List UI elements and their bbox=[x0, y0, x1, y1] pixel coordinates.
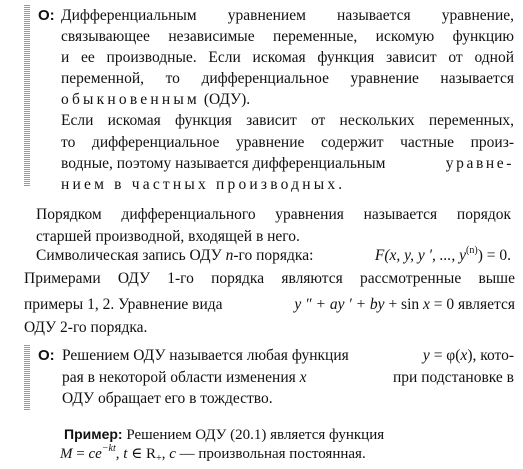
math-sub: + bbox=[156, 453, 162, 464]
text-line: Дифференциальным уравнением называется уравнение, bbox=[61, 7, 514, 24]
text-line: и ее производные. Если искомая функция зависит от одной bbox=[61, 49, 514, 67]
math-var: e bbox=[95, 446, 102, 462]
text-fragment: ), кото- bbox=[467, 347, 514, 364]
text-fragment: = bbox=[72, 446, 89, 462]
math-var: y bbox=[422, 347, 430, 364]
text-fragment: (ОДУ). bbox=[203, 91, 251, 109]
definition-box-solution bbox=[24, 345, 514, 411]
definition-text bbox=[62, 345, 514, 410]
text-line bbox=[64, 425, 513, 445]
text-fragment: + sin bbox=[384, 296, 424, 313]
text-line: старшей производной, входящей в него. bbox=[36, 228, 300, 245]
definition-text bbox=[61, 5, 514, 195]
text-line: то дифференциальное уравнение содержит частные произ- bbox=[61, 133, 514, 151]
math-var: x bbox=[423, 296, 430, 313]
text-fragment: водные, поэтому называется дифференциальным bbox=[61, 154, 386, 172]
text-fragment: Решением ОДУ (20.1) является функция bbox=[122, 427, 385, 443]
definition-side-bar bbox=[24, 5, 30, 187]
text-fragment: при подстановке в bbox=[392, 368, 514, 386]
text-line bbox=[62, 345, 514, 367]
math-sup: (n) bbox=[466, 245, 478, 256]
formula bbox=[294, 293, 515, 316]
text-line bbox=[62, 367, 514, 389]
math-var: (x, y, y ′, ..., y bbox=[384, 247, 467, 264]
text-fragment: , bbox=[115, 446, 124, 462]
definition-label: О: bbox=[38, 347, 55, 364]
text-line: ОДУ обращает его в тождество. bbox=[62, 390, 273, 407]
text-line bbox=[61, 153, 514, 174]
text-fragment: = φ( bbox=[429, 347, 461, 364]
definition-side-bar bbox=[24, 345, 30, 411]
spaced-term: уравне- bbox=[445, 154, 514, 172]
text-line bbox=[60, 445, 513, 464]
text-line: переменной, то дифференциальное уравнение называется bbox=[61, 70, 514, 88]
text-fragment: ∈ R bbox=[127, 446, 157, 462]
math-var: c bbox=[88, 446, 96, 462]
text-fragment: -го порядка: bbox=[233, 247, 314, 264]
example-label: Пример: bbox=[64, 426, 123, 442]
math-var: y ″ + ay ′ + by bbox=[294, 296, 385, 313]
formula bbox=[375, 244, 511, 267]
definition-box-differential-equation bbox=[24, 5, 514, 193]
math-var: x bbox=[299, 368, 307, 386]
text-fragment bbox=[36, 244, 313, 267]
math-var: c bbox=[169, 446, 176, 462]
spaced-term: обыкновенным bbox=[61, 91, 200, 109]
text-fragment: Символическая запись ОДУ bbox=[36, 247, 226, 264]
example-block bbox=[60, 425, 513, 464]
text-line: Порядком дифференциального уравнения называется порядок bbox=[36, 206, 511, 223]
text-fragment: — произвольная постоянная. bbox=[175, 446, 366, 462]
spaced-term: нием в частных производных. bbox=[61, 175, 346, 193]
text-fragment: примеры 1, 2. Уравнение вида bbox=[24, 296, 223, 313]
text-line bbox=[61, 89, 514, 110]
text-line bbox=[36, 244, 511, 267]
text-line: Если искомая функция зависит от нескольких переменных, bbox=[61, 112, 514, 130]
text-line: Примерами ОДУ 1-го порядка являются рассмотренные выше bbox=[24, 270, 515, 287]
math-var: n bbox=[225, 247, 234, 264]
formula bbox=[423, 345, 514, 367]
math-var: F bbox=[374, 247, 385, 264]
text-fragment: , bbox=[161, 446, 170, 462]
text-fragment bbox=[62, 367, 307, 389]
text-line: связывающее независимые переменные, искомую функцию bbox=[61, 28, 514, 46]
definition-label: О: bbox=[38, 7, 55, 24]
symbolic-paragraph bbox=[24, 244, 515, 339]
text-line: ОДУ 2-го порядка. bbox=[24, 319, 148, 336]
text-line bbox=[24, 290, 515, 316]
text-fragment: Решением ОДУ называется любая функция bbox=[62, 347, 349, 364]
text-fragment: = 0 является bbox=[429, 296, 515, 313]
math-var: t bbox=[123, 446, 128, 462]
math-sup: −kt bbox=[101, 443, 116, 454]
text-fragment: ) = 0. bbox=[477, 247, 511, 264]
math-var: x bbox=[460, 347, 468, 364]
text-fragment: рая в некоторой области изменения bbox=[62, 368, 300, 386]
math-var: M bbox=[60, 446, 73, 462]
order-paragraph bbox=[36, 204, 511, 248]
